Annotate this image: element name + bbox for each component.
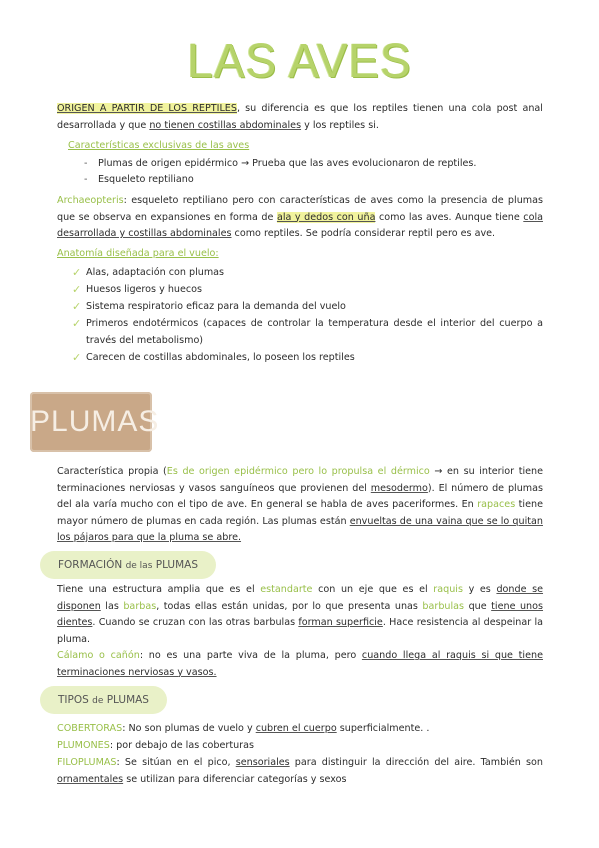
formacion-u2: tiene unos dientes xyxy=(57,600,544,628)
filoplumas-label: FILOPLUMAS xyxy=(57,757,117,768)
formacion-t3: y es xyxy=(462,584,497,595)
anatomy-list xyxy=(72,264,543,366)
check-icon: ✓ xyxy=(72,351,82,364)
cobertoras-u: cubren el cuerpo xyxy=(255,723,337,734)
archaeopteryx-text3: como reptiles. Se podría considerar reptil pero es ave. xyxy=(231,228,496,239)
list-item-text: Carecen de costillas abdominales, lo poseen los reptiles xyxy=(86,352,355,363)
list-item xyxy=(72,298,543,315)
list-item-text: Primeros endotérmicos (capaces de controlar la temperatura desde el interior del cuerpo a través del metabolismo) xyxy=(86,318,543,346)
anatomy-heading-text: Anatomía diseñada para el vuelo: xyxy=(57,248,219,259)
pill-small: de las xyxy=(125,561,153,571)
filoplumas-t1: : Se sitúan en el pico, xyxy=(116,757,236,768)
plumones-label: PLUMONES xyxy=(57,740,110,751)
plumas-green2: rapaces xyxy=(477,499,516,510)
list-item-text: Plumas de origen epidérmico → Prueba que las aves evolucionaron de reptiles. xyxy=(98,158,477,169)
plumas-t3: ). El número de plumas del ala varía mucho con el tipo de ave. En general se habla de aves paceriformes. En xyxy=(57,482,544,510)
origin-label: ORIGEN A PARTIR DE LOS REPTILES xyxy=(57,103,237,114)
list-item xyxy=(84,156,476,172)
intro-paragraph xyxy=(57,101,543,134)
anatomy-heading xyxy=(57,248,219,259)
check-icon: ✓ xyxy=(72,300,82,313)
origin-text: , su diferencia es que los reptiles tienen una cola post anal desarrollada y que xyxy=(57,103,543,131)
formacion-g3: barbas xyxy=(123,600,157,612)
formacion-t4: las xyxy=(100,600,124,612)
formacion-paragraph xyxy=(57,582,543,681)
plumones-text: : por debajo de las coberturas xyxy=(109,740,255,751)
origin-end: y los reptiles si. xyxy=(301,119,379,131)
plumas-banner xyxy=(30,392,160,452)
plumas-paragraph xyxy=(57,464,543,547)
check-icon: ✓ xyxy=(72,283,82,296)
plumas-t1: Característica propia ( xyxy=(57,466,167,477)
plumas-green1: Es de origen epidérmico pero lo propulsa el dérmico xyxy=(166,466,430,477)
plumas-banner-text: PLUMAS xyxy=(30,405,160,438)
formacion-g2: raquis xyxy=(433,584,463,595)
pill-main: FORMACIÓN xyxy=(58,559,123,571)
exclusive-heading xyxy=(68,140,249,151)
list-item xyxy=(72,349,543,366)
check-icon: ✓ xyxy=(72,266,82,279)
archaeopteryx-underline: cola desarrollada y costillas abdominales xyxy=(57,211,543,239)
formacion-t6: que xyxy=(464,600,492,612)
pill-end: PLUMAS xyxy=(155,559,198,571)
pill-main: TIPOS xyxy=(58,694,89,706)
formacion-u4: cuando llega al raquis si que tiene terminaciones nerviosas y vasos. xyxy=(57,650,543,678)
list-item xyxy=(84,172,476,188)
filoplumas-u1: sensoriales xyxy=(235,757,290,768)
pill-small: de xyxy=(92,696,104,706)
list-item-text: Huesos ligeros y huecos xyxy=(86,284,203,295)
list-item-text: Esqueleto reptiliano xyxy=(98,174,194,185)
plumas-u2: envueltas de una vaina que se lo quitan los pájaros para que la pluma se abre. xyxy=(57,515,543,543)
pill-end: PLUMAS xyxy=(106,694,149,706)
filoplumas-t3: se utilizan para diferenciar categorías y sexos xyxy=(123,774,347,785)
formacion-t1: Tiene una estructura amplia que es el xyxy=(57,584,261,595)
cobertoras-t2: superficialmente. . xyxy=(336,723,430,734)
formacion-t2: con un eje que es el xyxy=(312,584,434,595)
formacion-t8: . Hace resistencia al despeinar la pluma. xyxy=(57,617,544,645)
list-item-text: Sistema respiratorio eficaz para la demanda del vuelo xyxy=(86,301,346,312)
list-item-text: Alas, adaptación con plumas xyxy=(86,267,225,278)
dash-icon: - xyxy=(84,158,88,169)
filoplumas-u2: ornamentales xyxy=(57,774,124,785)
formacion-t5: , todas ellas están unidas, por lo que presenta unas xyxy=(156,600,423,612)
formacion-t7: . Cuando se cruzan con las otras barbulas xyxy=(92,617,299,628)
list-item xyxy=(57,720,543,737)
list-item xyxy=(72,281,543,298)
formacion-u1: donde se disponen xyxy=(57,584,544,612)
archaeopteryx-text1: : esqueleto reptiliano pero con características de aves como la presencia de plumas que se observa en expansiones en forma de xyxy=(57,195,543,223)
page-title: LAS AVES xyxy=(187,32,412,88)
plumas-t2: → en su interior tiene terminaciones nerviosas y vasos sanguíneos que provienen del xyxy=(57,466,544,494)
filoplumas-t2: para distinguir la dirección del aire. También son xyxy=(289,757,543,768)
archaeopteryx-label: Archaeopteris xyxy=(57,195,124,206)
list-item xyxy=(72,264,543,281)
list-item xyxy=(57,754,543,788)
cobertoras-t1: : No son plumas de vuelo y xyxy=(122,723,256,734)
formacion-g5: Cálamo o cañón xyxy=(57,650,140,661)
exclusive-list xyxy=(84,156,476,188)
exclusive-heading-text: Características exclusivas de las aves xyxy=(68,140,250,151)
tipos-pill xyxy=(40,686,167,714)
check-icon: ✓ xyxy=(72,317,82,330)
archaeopteryx-highlight: ala y dedos con uña xyxy=(276,211,376,223)
cobertoras-label: COBERTORAS xyxy=(57,723,123,734)
plumas-t4: tiene mayor número de plumas en cada región. Las plumas están xyxy=(57,499,543,527)
list-item xyxy=(57,737,543,754)
archaeopteryx-paragraph xyxy=(57,193,543,243)
plumas-u1: mesodermo xyxy=(370,482,428,494)
list-item xyxy=(72,315,543,349)
formacion-u3: forman superficie xyxy=(298,617,383,628)
formacion-g1: estandarte xyxy=(260,584,313,595)
formacion-g4: barbulas xyxy=(422,600,465,612)
dash-icon: - xyxy=(84,174,88,185)
formacion-pill xyxy=(40,551,216,579)
tipos-list xyxy=(57,720,543,788)
archaeopteryx-text2: como las aves. Aunque tiene xyxy=(375,211,524,223)
formacion-t9: : no es una parte viva de la pluma, pero xyxy=(139,650,362,661)
origin-underline: no tienen costillas abdominales xyxy=(149,119,302,131)
